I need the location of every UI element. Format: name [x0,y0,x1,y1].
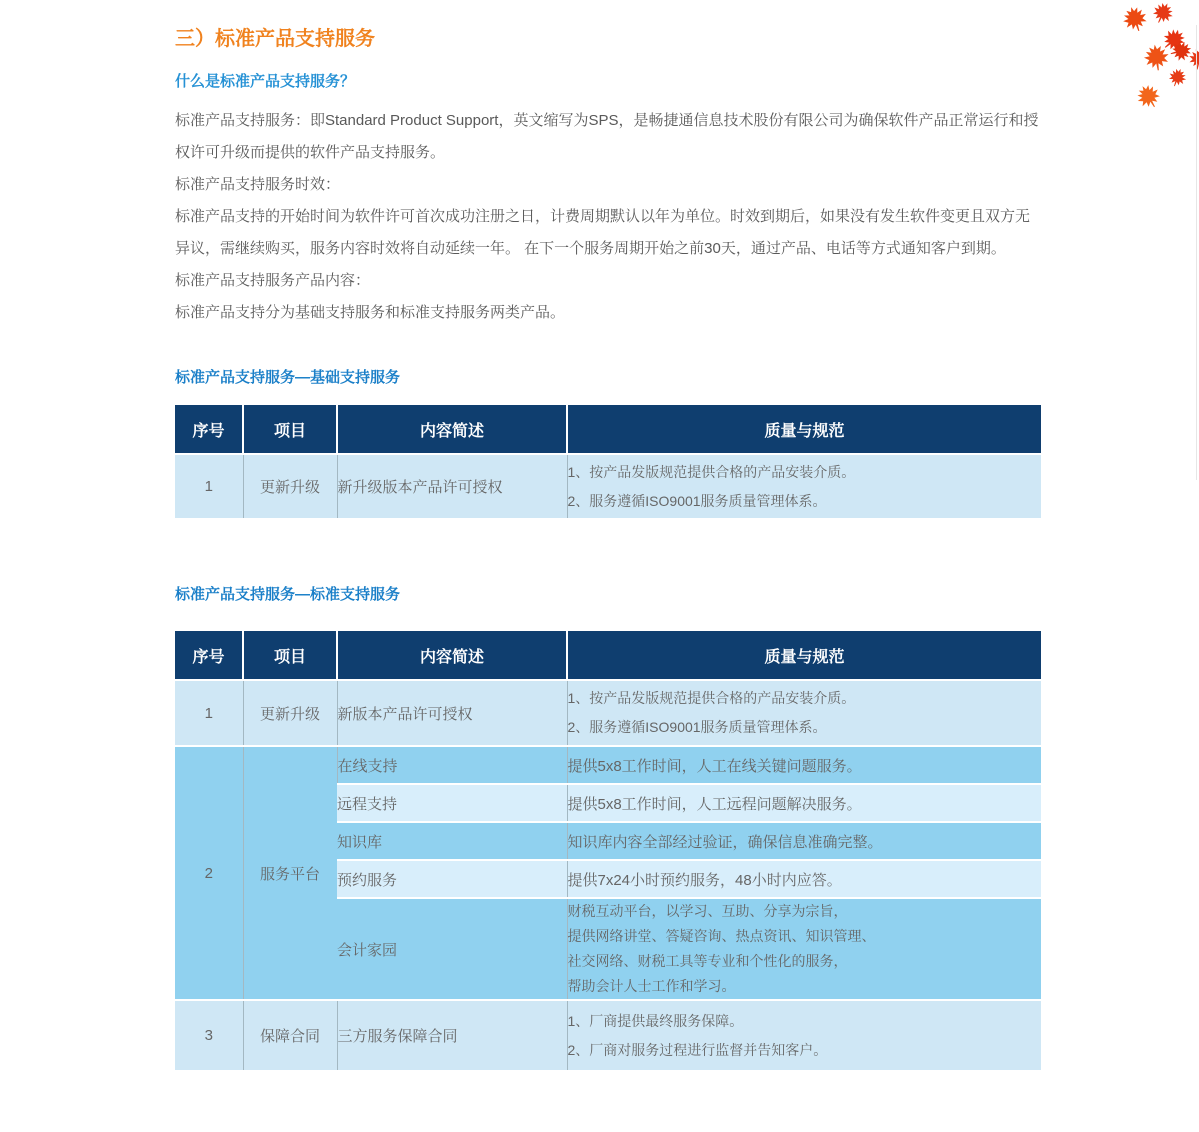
maple-leaf-icon [1165,65,1189,89]
cell-no: 3 [175,1000,243,1070]
cell-desc: 在线支持 [337,746,567,784]
basic-support-table-title: 标准产品支持服务—基础支持服务 [175,369,401,386]
question-heading: 什么是标准产品支持服务？ [175,73,356,90]
cell-quality [567,898,1041,1000]
cell-desc: 预约服务 [337,860,567,898]
quality-line: 财税互动平台，以学习、互助、分享为宗旨， [567,903,848,919]
cell-quality [567,680,1041,746]
cell-desc: 远程支持 [337,784,567,822]
table-header-row [175,405,1041,454]
column-header-desc: 内容简述 [337,405,567,454]
paragraph-validity-detail: 标准产品支持的开始时间为软件许可首次成功注册之日，计费周期默认以年为单位。时效到期后，如果没有发生软件变更且双方无异议，需继续购买，服务内容时效将自动延续一年。 在下一个服务周期开始之前30天，通过产品、电话等方式通知客户到期。 [175,208,1031,257]
standard-support-table-title: 标准产品支持服务—标准支持服务 [175,586,401,603]
table-row [175,454,1041,518]
standard-support-table [175,631,1041,1070]
quality-line: 帮助会计人士工作和学习。 [567,978,736,994]
cell-no: 2 [175,746,243,1000]
cell-quality [567,454,1041,518]
page-edge-line [1196,25,1197,480]
cell-desc: 新升级版本产品许可授权 [337,454,567,518]
cell-quality [567,1000,1041,1070]
cell-quality: 知识库内容全部经过验证，确保信息准确完整。 [567,822,1041,860]
table-row [175,680,1041,746]
cell-item: 更新升级 [243,454,337,518]
quality-line: 2、服务遵循ISO9001服务质量管理体系。 [567,719,827,735]
cell-item: 更新升级 [243,680,337,746]
table-header-row [175,631,1041,680]
maple-leaf-icon [1131,79,1165,113]
document-content [175,0,1041,1070]
column-header-quality: 质量与规范 [567,631,1041,680]
cell-desc: 会计家园 [337,898,567,1000]
column-header-no: 序号 [175,631,243,680]
quality-line: 1、厂商提供最终服务保障。 [567,1012,744,1029]
column-header-no: 序号 [175,405,243,454]
cell-quality: 提供5x8工作时间，人工在线关键问题服务。 [567,746,1041,784]
quality-line: 提供网络讲堂、答疑咨询、热点资讯、知识管理、 [567,928,876,944]
paragraph-definition: 标准产品支持服务：即Standard Product Support，英文缩写为SPS，是畅捷通信息技术股份有限公司为确保软件产品正常运行和授权许可升级而提供的软件产品支持服务。 [175,112,1039,161]
page-title: 三）标准产品支持服务 [175,28,375,50]
column-header-desc: 内容简述 [337,631,567,680]
column-header-item: 项目 [243,631,337,680]
maple-leaf-icon [1168,38,1195,65]
cell-item: 服务平台 [243,746,337,1000]
cell-desc: 知识库 [337,822,567,860]
maple-leaf-icon [1119,3,1152,36]
maple-leaf-icon [1186,46,1199,71]
cell-item: 保障合同 [243,1000,337,1070]
cell-quality: 提供5x8工作时间，人工远程问题解决服务。 [567,784,1041,822]
maple-leaf-icon [1141,42,1171,72]
quality-line: 1、按产品发版规范提供合格的产品安装介质。 [567,690,856,706]
cell-quality: 提供7x24小时预约服务，48小时内应答。 [567,860,1041,898]
paragraph-content-label: 标准产品支持服务产品内容： [175,272,371,289]
quality-line: 2、服务遵循ISO9001服务质量管理体系。 [567,492,827,509]
column-header-quality: 质量与规范 [567,405,1041,454]
cell-no: 1 [175,454,243,518]
cell-desc: 新版本产品许可授权 [337,680,567,746]
maple-leaf-icon [1148,0,1177,28]
paragraph-content-detail: 标准产品支持分为基础支持服务和标准支持服务两类产品。 [175,304,566,321]
column-header-item: 项目 [243,405,337,454]
paragraph-validity-label: 标准产品支持服务时效： [175,176,341,193]
basic-support-table [175,405,1041,518]
table-row [175,746,1041,784]
table-row [175,1000,1041,1070]
cell-no: 1 [175,680,243,746]
quality-line: 社交网络、财税工具等专业和个性化的服务， [567,953,848,969]
quality-line: 2、厂商对服务过程进行监督并告知客户。 [567,1041,828,1058]
maple-leaf-icon [1157,23,1191,57]
quality-line: 1、按产品发版规范提供合格的产品安装介质。 [567,463,856,480]
cell-desc: 三方服务保障合同 [337,1000,567,1070]
